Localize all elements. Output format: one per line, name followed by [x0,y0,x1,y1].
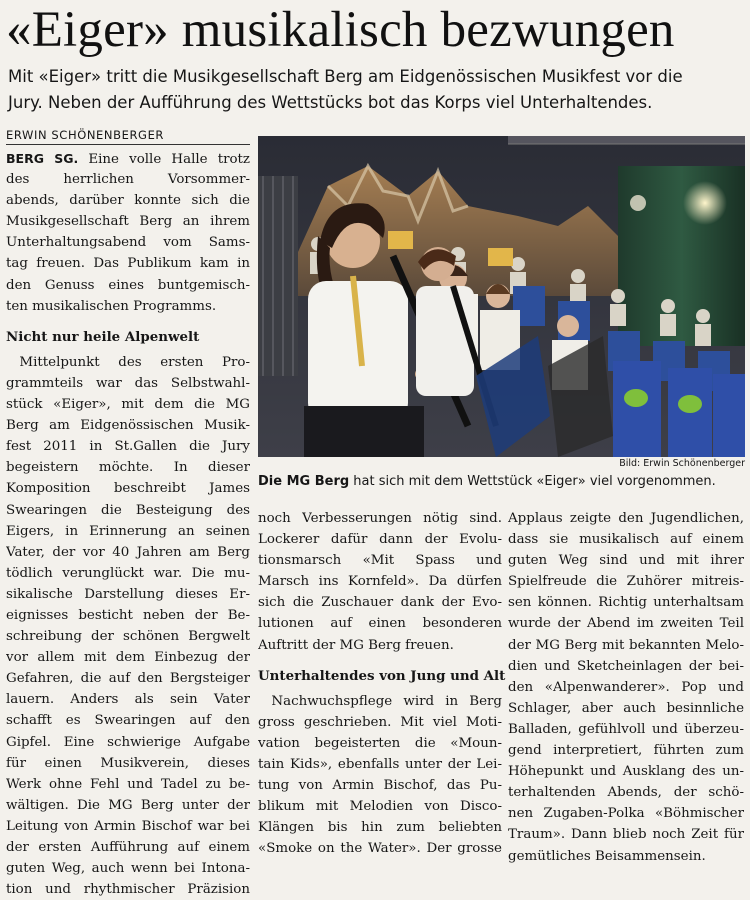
text-line: Schlager, aber auch besinnliche [508,700,744,716]
text-line: Höhepunkt und Ausklang des un- [508,764,744,780]
text-line: abends, darüber konnte sich die [6,193,250,209]
text-line: Werk ohne Fehl und Tadel zu be- [6,776,250,792]
text-line: Unterhaltungsabend vom Sams- [6,235,250,251]
text-line: Komposition beschreibt James [6,481,250,497]
author-byline: ERWIN SCHÖNENBERGER [6,126,250,145]
text-line: tag freuen. Das Publikum kam in [6,256,250,272]
text-line: schafft es Swearingen auf den [6,713,250,729]
text-line: Applaus zeigte den Jugendlichen, [508,511,744,526]
text-line: BERG SG. Eine volle Halle trotz [6,151,250,167]
text-line: wältigen. Die MG Berg unter der [6,797,250,813]
text-line: Gipfel. Eine schwierige Aufgabe [6,734,250,750]
subheading: Unterhaltendes von Jung und Alt [258,667,506,684]
text-line: Eigers, in Erinnerung an seinen [6,523,250,539]
text-line: noch Verbesserungen nötig sind. [258,511,502,526]
text-line: den «Alpenwanderer». Pop und [508,679,744,695]
text-line: tödlich verunglückt war. Die mu- [6,565,250,581]
photo-credit: Bild: Erwin Schönenberger [619,458,745,469]
text-line: für einen Musikverein, dieses [6,755,250,771]
text-line: stück «Eiger», mit dem die MG [6,397,250,413]
text-line: Spielfreude die Zuhörer mitreis- [508,574,744,590]
text-line: den Genuss eines buntgemisch- [6,277,250,293]
text-line: grammteils war das Selbstwahl- [6,375,250,391]
text-line: terhaltenden Abends, der schö- [508,785,744,801]
text-line: gend interpretiert, führten zum [508,743,744,759]
text-line: tung von Armin Bischof, das Pu- [258,778,502,794]
lead-line: Mit «Eiger» tritt die Musikgesellschaft Berg am Eidgenössischen Musikfest vor die [8,67,683,86]
lead-paragraph [8,64,744,116]
text-line: tain Kids», ebenfalls unter der Lei- [258,757,502,773]
text-line: lauern. Anders als sein Vater [6,692,250,708]
column-3 [508,508,744,867]
text-line: guten Weg sind und mit ihrer [508,553,744,569]
text-line: Lockerer dafür dann der Evolu- [258,532,502,548]
text-line: gemütliches Beisammensein. [508,848,706,864]
column-1 [6,148,250,900]
concert-photo [258,136,745,457]
text-line: Nachwuchspflege wird in Berg [271,693,502,709]
text-line: sich die Zuschauer dank der Evo- [258,595,502,611]
subheading: Nicht nur heile Alpenwelt [6,328,200,345]
text-line: Vater, der vor 40 Jahren am Berg [6,544,250,560]
caption-text: hat sich mit dem Wettstück «Eiger» viel vorgenommen. [349,474,716,489]
column-2 [258,508,506,860]
text-line: fest 2011 in St.Gallen die Jury [6,439,250,455]
text-line: lutionen auf einen besonderen [258,616,502,632]
text-line: wurde der Abend im zweiten Teil [508,616,744,632]
text-line: tion und rhythmischer Präzision [6,882,250,898]
text-line: Balladen, gefühlvoll und überzeu- [508,721,744,737]
text-line: guten Weg, auch wenn bei Intona- [6,861,250,877]
text-line: Auftritt der MG Berg freuen. [258,637,454,653]
text-line: des herrlichen Vorsommer- [6,172,250,188]
text-line: nen Zugaben-Polka «Böhmischer [508,806,744,822]
text-line: dien und Sketcheinlagen der bei- [508,658,744,674]
text-line: schreibung der schönen Bergwelt [6,629,250,645]
text-line: Traum». Dann blieb noch Zeit für [508,827,744,843]
text-line: Berg am Eidgenössischen Musik- [6,418,250,434]
headline: «Eiger» musikalisch bezwungen [6,2,675,58]
text-line: eignisses besticht neben der Be- [6,607,250,623]
text-line: Klängen bis hin zum beliebten [258,820,502,836]
photo-caption [258,472,745,492]
text-line: Musikgesellschaft Berg an ihrem [6,214,250,230]
text-line: der ersten Aufführung auf einem [6,840,250,855]
text-line: gross geschrieben. Mit viel Moti- [258,714,502,730]
text-line: vor allem mit dem Einbezug der [6,650,250,666]
caption-lead: Die MG Berg [258,474,350,489]
text-line: Gefahren, die auf den Bergsteiger [6,671,250,687]
text-line: der MG Berg mit bekannten Melo- [508,637,744,653]
lead-line: Jury. Neben der Aufführung des Wettstücks bot das Korps viel Unterhaltendes. [8,93,653,112]
text-line: sikalische Darstellung dieses Er- [6,586,250,602]
text-line: Leitung von Armin Bischof war bei [6,818,250,834]
text-line: Mittelpunkt des ersten Pro- [19,354,250,370]
dateline: BERG SG. [6,151,79,166]
text-line: Swearingen die Besteigung des [6,502,250,518]
text-line: begeistern möchte. In dieser [6,460,250,476]
text-line: «Smoke on the Water». Der grosse [258,841,502,857]
text-line: vation begeisterten die «Moun- [258,735,502,751]
text-line: blikum mit Melodien von Disco- [258,799,502,815]
text-line: dass sie musikalisch auf einem [508,532,744,548]
text-line: tionsmarsch «Mit Spass und [258,553,502,569]
spacer [6,317,250,327]
text-line: Marsch ins Kornfeld». Da dürfen [258,574,502,590]
spacer [258,656,502,666]
text-line: sen können. Richtig unterhaltsam [508,595,744,611]
text-line: ten musikalischen Programms. [6,298,217,314]
